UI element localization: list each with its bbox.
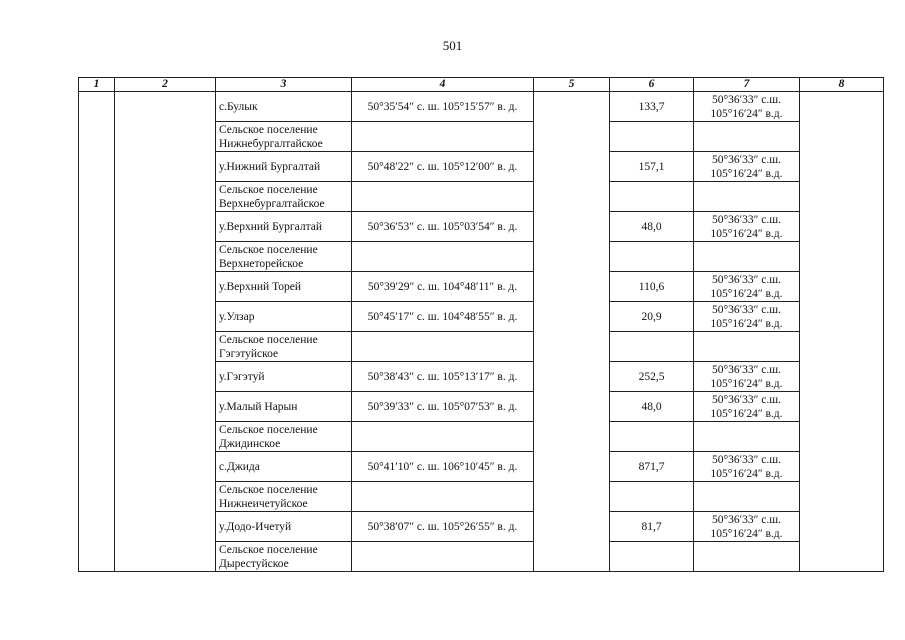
settlement-coordinates: 50°36′53″ с. ш. 105°03′54″ в. д. xyxy=(352,212,534,242)
distance-value xyxy=(610,482,694,512)
settlement-coordinates: 50°48′22″ с. ш. 105°12′00″ в. д. xyxy=(352,152,534,182)
settlement-coordinates xyxy=(352,422,534,452)
reference-coordinates xyxy=(694,482,800,512)
settlement-coordinates: 50°35′54″ с. ш. 105°15′57″ в. д. xyxy=(352,92,534,122)
settlement-coordinates xyxy=(352,122,534,152)
settlement-name: Сельское поселение Джидинское xyxy=(216,422,352,452)
settlement-name: у.Гэгэтуй xyxy=(216,362,352,392)
reference-coordinates xyxy=(694,182,800,212)
distance-value: 81,7 xyxy=(610,512,694,542)
settlement-coordinates xyxy=(352,182,534,212)
settlement-coordinates xyxy=(352,242,534,272)
distance-value: 48,0 xyxy=(610,212,694,242)
distance-value xyxy=(610,332,694,362)
column-header: 3 xyxy=(216,78,352,92)
settlement-coordinates: 50°38′43″ с. ш. 105°13′17″ в. д. xyxy=(352,362,534,392)
reference-coordinates: 50°36′33″ с.ш. 105°16′24″ в.д. xyxy=(694,452,800,482)
column-header: 5 xyxy=(534,78,610,92)
col2-cell xyxy=(115,92,216,572)
settlement-name: у.Нижний Бургалтай xyxy=(216,152,352,182)
reference-coordinates: 50°36′33″ с.ш. 105°16′24″ в.д. xyxy=(694,362,800,392)
reference-coordinates xyxy=(694,122,800,152)
settlement-coordinates xyxy=(352,542,534,572)
settlement-name: Сельское поселение Гэгэтуйское xyxy=(216,332,352,362)
settlement-coordinates: 50°41′10″ с. ш. 106°10′45″ в. д. xyxy=(352,452,534,482)
distance-value: 871,7 xyxy=(610,452,694,482)
distance-value: 48,0 xyxy=(610,392,694,422)
settlement-coordinates: 50°39′33″ с. ш. 105°07′53″ в. д. xyxy=(352,392,534,422)
column-header: 8 xyxy=(800,78,884,92)
settlement-name: Сельское поселение Нижнеичетуйское xyxy=(216,482,352,512)
column-header: 7 xyxy=(694,78,800,92)
distance-value xyxy=(610,182,694,212)
distance-value: 133,7 xyxy=(610,92,694,122)
reference-coordinates: 50°36′33″ с.ш. 105°16′24″ в.д. xyxy=(694,392,800,422)
settlement-name: у.Верхний Торей xyxy=(216,272,352,302)
reference-coordinates: 50°36′33″ с.ш. 105°16′24″ в.д. xyxy=(694,152,800,182)
settlement-name: у.Малый Нарын xyxy=(216,392,352,422)
reference-coordinates xyxy=(694,542,800,572)
reference-coordinates: 50°36′33″ с.ш. 105°16′24″ в.д. xyxy=(694,302,800,332)
reference-coordinates xyxy=(694,422,800,452)
settlement-coordinates xyxy=(352,482,534,512)
distance-value xyxy=(610,122,694,152)
page-number: 501 xyxy=(442,38,463,53)
column-header: 2 xyxy=(115,78,216,92)
settlement-coordinates: 50°45′17″ с. ш. 104°48′55″ в. д. xyxy=(352,302,534,332)
column-header: 1 xyxy=(79,78,115,92)
reference-coordinates xyxy=(694,332,800,362)
col8-cell xyxy=(800,92,884,572)
col1-cell xyxy=(79,92,115,572)
settlement-name: Сельское поселение Верхнеторейское xyxy=(216,242,352,272)
settlement-name: Сельское поселение Нижнебургалтайское xyxy=(216,122,352,152)
settlement-coordinates: 50°39′29″ с. ш. 104°48′11″ в. д. xyxy=(352,272,534,302)
header-row xyxy=(79,78,884,92)
settlement-name: с.Джида xyxy=(216,452,352,482)
settlement-coordinates: 50°38′07″ с. ш. 105°26′55″ в. д. xyxy=(352,512,534,542)
distance-value: 110,6 xyxy=(610,272,694,302)
col5-cell xyxy=(534,92,610,572)
column-header: 4 xyxy=(352,78,534,92)
distance-value xyxy=(610,242,694,272)
reference-coordinates: 50°36′33″ с.ш. 105°16′24″ в.д. xyxy=(694,212,800,242)
distance-value: 20,9 xyxy=(610,302,694,332)
settlement-name: Сельское поселение Дырестуйское xyxy=(216,542,352,572)
settlements-table xyxy=(78,77,884,572)
settlement-name: у.Верхний Бургалтай xyxy=(216,212,352,242)
distance-value xyxy=(610,422,694,452)
column-header: 6 xyxy=(610,78,694,92)
reference-coordinates: 50°36′33″ с.ш. 105°16′24″ в.д. xyxy=(694,92,800,122)
table-row xyxy=(79,92,884,122)
distance-value: 252,5 xyxy=(610,362,694,392)
distance-value xyxy=(610,542,694,572)
distance-value: 157,1 xyxy=(610,152,694,182)
settlement-name: у.Улзар xyxy=(216,302,352,332)
reference-coordinates xyxy=(694,242,800,272)
reference-coordinates: 50°36′33″ с.ш. 105°16′24″ в.д. xyxy=(694,512,800,542)
settlement-name: Сельское поселение Верхнебургалтайское xyxy=(216,182,352,212)
settlement-name: у.Додо-Ичетуй xyxy=(216,512,352,542)
reference-coordinates: 50°36′33″ с.ш. 105°16′24″ в.д. xyxy=(694,272,800,302)
settlement-name: с.Булык xyxy=(216,92,352,122)
settlement-coordinates xyxy=(352,332,534,362)
